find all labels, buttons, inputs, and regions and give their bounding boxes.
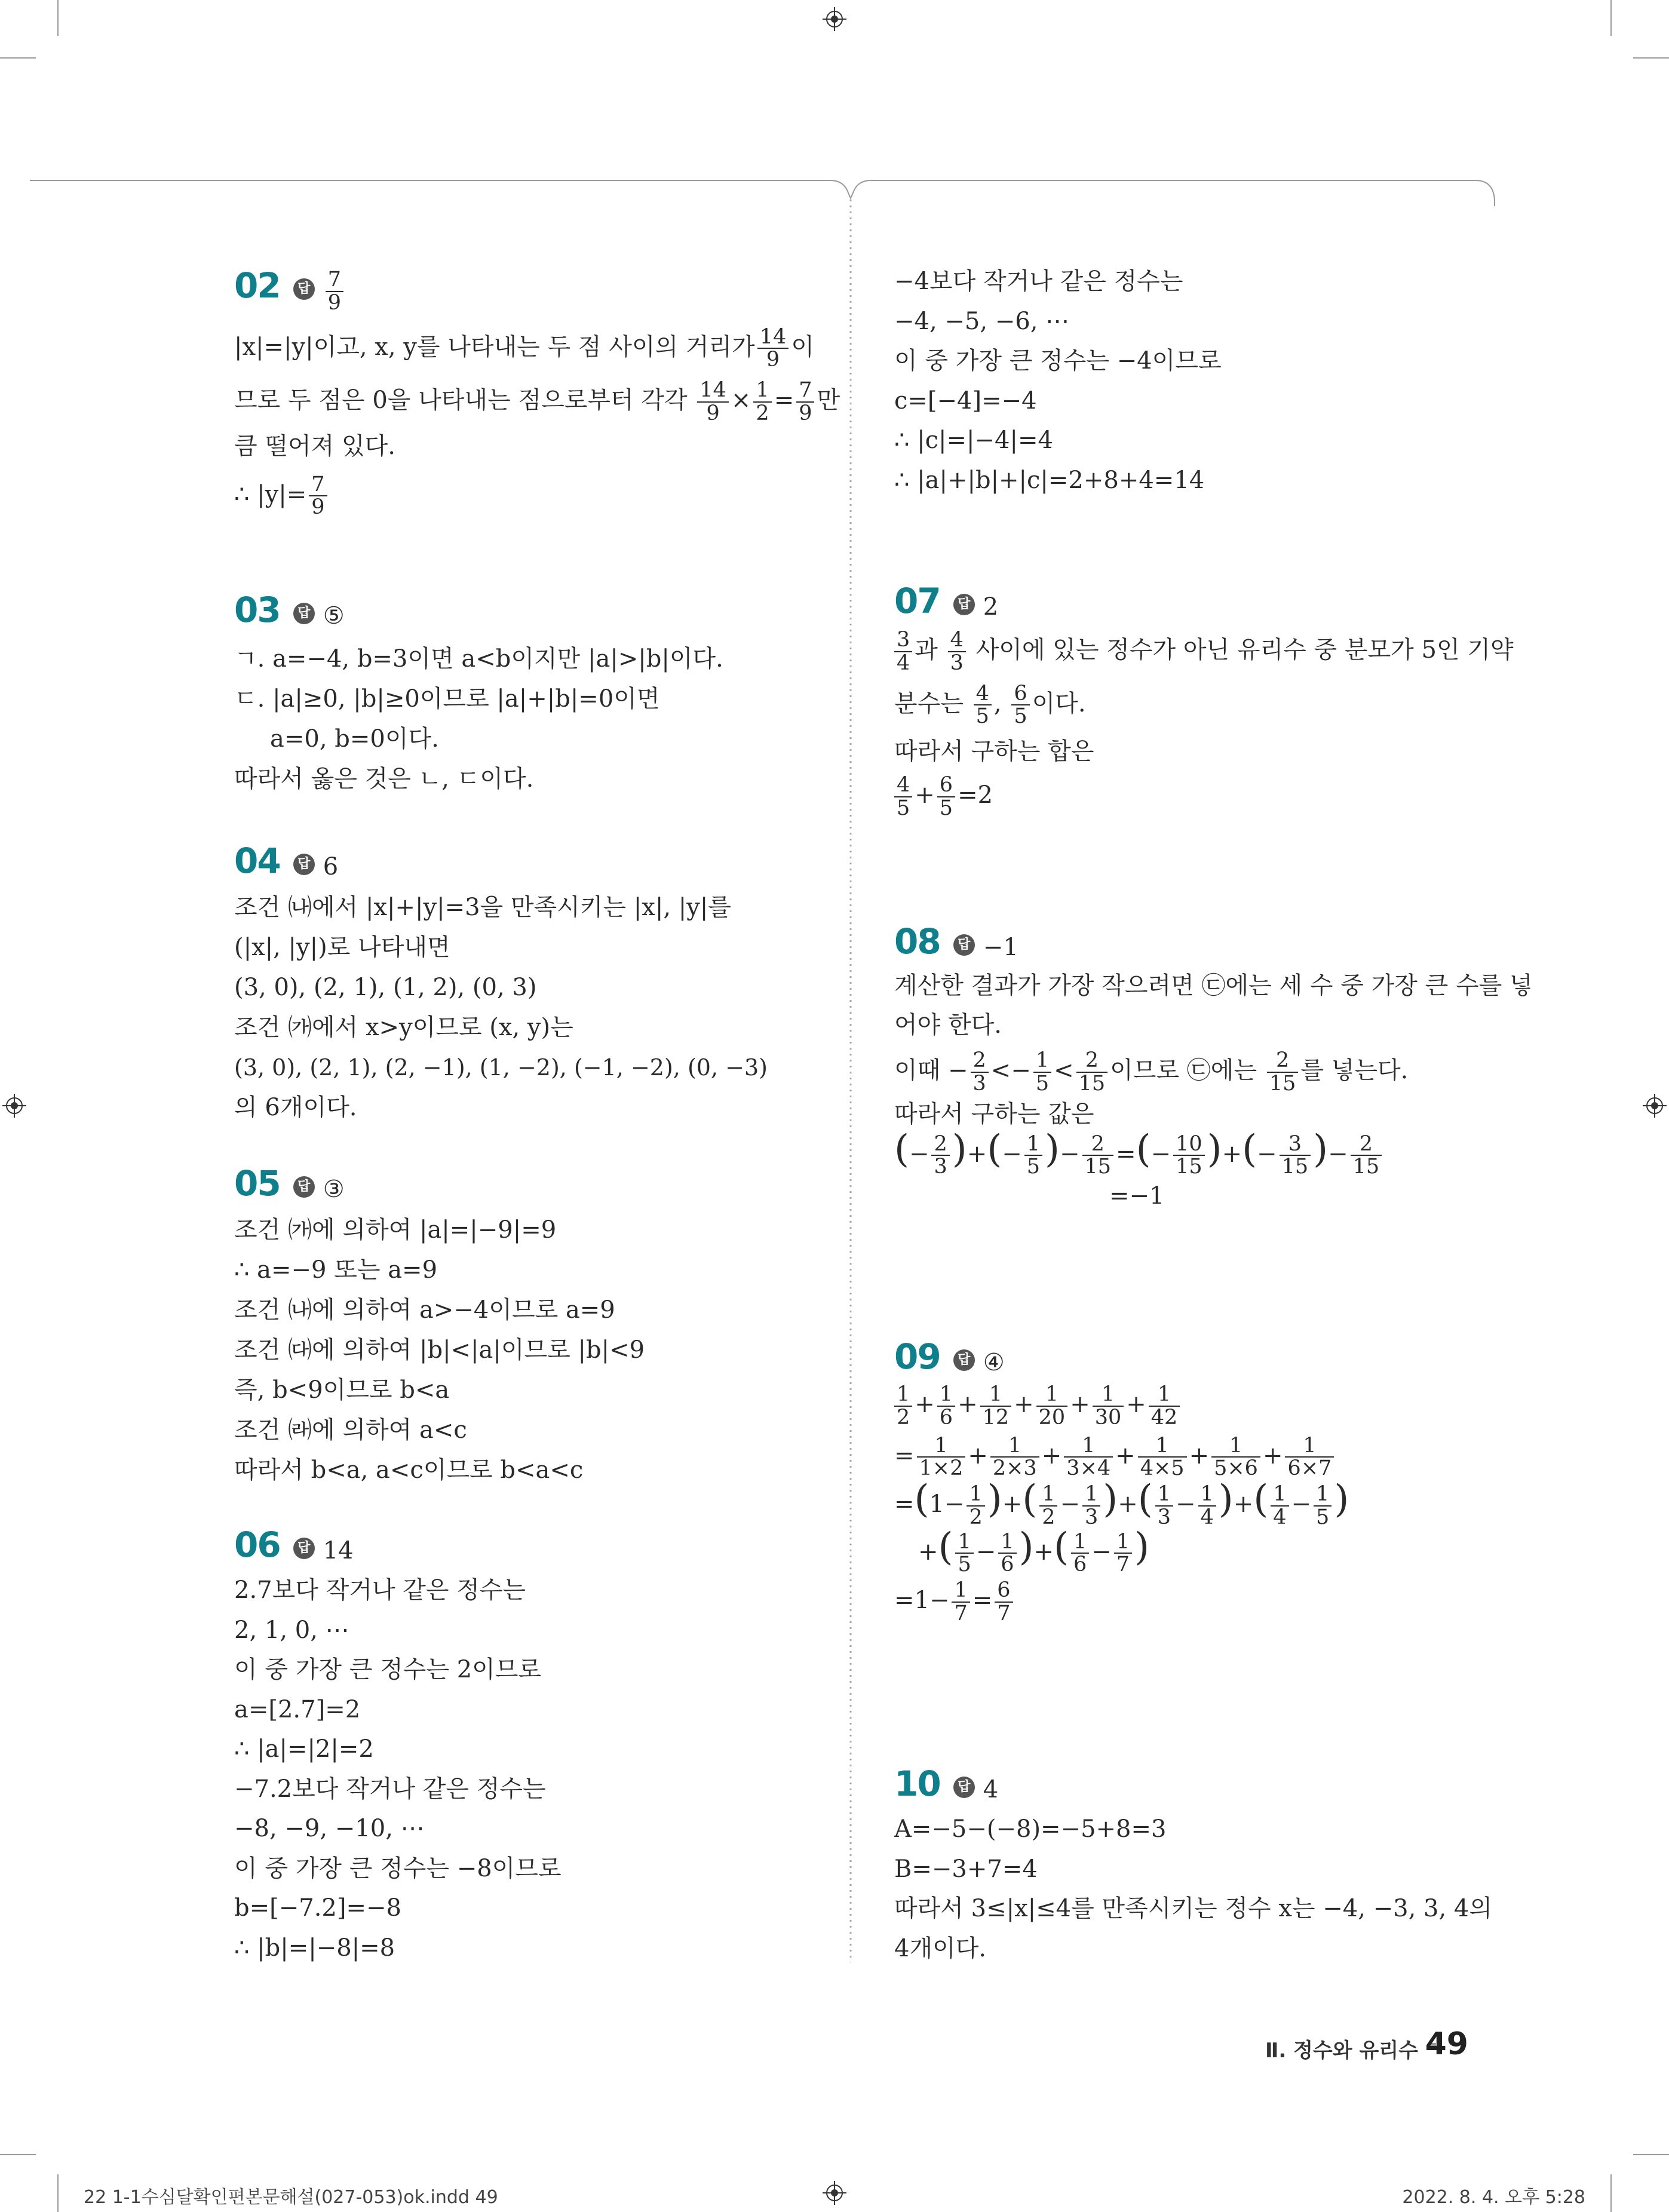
text-line: 따라서 3≤|x|≤4를 만족시키는 정수 x는 −4, −3, 3, 4의 [894,1895,1493,1922]
problem-number: 06 [234,1524,280,1565]
answer-value: 6 [323,853,339,880]
text-line: ∴ |a|=|2|=2 [234,1735,374,1763]
text-line: A=−5−(−8)=−5+8=3 [894,1815,1167,1843]
text-line: −4보다 작거나 같은 정수는 [894,268,1183,295]
problem-06 [234,1526,562,1968]
text-line: 2, 1, 0, ⋯ [234,1616,349,1644]
text-line: 따라서 구하는 값은 [894,1100,1094,1128]
text-line: 조건 ㈏에 의하여 a>−4이므로 a=9 [234,1296,615,1324]
problem-07: 07 답 2 $\frac{3}{4}$ 과 $\frac{4}{3}$ 사이에 있는 정수가 아닌 유리수 중 분모가 5인 기약 분수는 $\frac{4}{5}$ , $\frac{6}{5}$ 이다. 따라서 구하는 합은 $\frac{4}{5}$ + $\frac{6}{5}$ =2 [894,581,1514,820]
crop-mark [0,2154,36,2155]
problem-09 [894,1338,1349,1625]
equation-result: =−1 [1109,1182,1165,1210]
answer-value: 4 [983,1776,999,1803]
equation: =(1− $\frac{1}{2}$ )+( $\frac{1}{2}$ − $\frac{1}{3}$ )+( $\frac{1}{3}$ − $\frac{1}{4}$ )+( $\frac{1}{4}$ − $\frac{1}{5}$ ) [894,1477,1349,1529]
answer-badge-icon: 답 [293,1538,315,1559]
print-slug-date: 2022. 8. 4. 오후 5:28 [1402,2187,1585,2208]
answer-value: ⑤ [323,602,345,630]
text-line: 따라서 b<a, a<c이므로 b<a<c [234,1456,584,1484]
answer-value: −1 [983,934,1018,961]
text-line: 이 중 가장 큰 정수는 2이므로 [234,1656,542,1683]
answer-badge-icon: 답 [293,1176,315,1198]
problem-06-continued [894,262,1222,500]
equation: (− $\frac{2}{3}$ )+(− $\frac{1}{5}$ )− $\frac{2}{15}$ =(− $\frac{10}{15}$ )+(− $\frac{3}{15}$ )− $\frac{2}{15}$ [894,1133,1533,1179]
text-line: −8, −9, −10, ⋯ [234,1815,425,1842]
text-line: 어야 한다. [894,1011,1002,1039]
answer-value: 2 [983,593,999,621]
text-line: 이 중 가장 큰 정수는 −8이므로 [234,1854,562,1882]
answer-value: 14 [323,1537,354,1564]
text-line: ㄱ. a=−4, b=3이면 a<b이지만 |a|>|b|이다. [234,645,723,673]
text-line: b=[−7.2]=−8 [234,1894,401,1922]
crop-mark [1633,2154,1669,2155]
text-line: 계산한 결과가 가장 작으려면 ㉢에는 세 수 중 가장 큰 수를 넣 [894,972,1533,999]
problem-05 [234,1165,645,1490]
registration-mark-icon [823,2181,846,2205]
problem-number: 02 [234,265,280,306]
answer-badge-icon: 답 [953,934,975,956]
problem-number: 04 [234,840,280,881]
problem-08: 08 답 −1 계산한 결과가 가장 작으려면 ㉢에는 세 수 중 가장 큰 수를 넣 어야 한다. 이때 − $\frac{2}{3}$ <− $\frac{1}{5}$ < $\frac{2}{15}$ 이므로 ㉢에는 $\frac{2}{15}$ 를 넣는다. 따라서 구하는 값은 (− $\frac{2}{3}$ )+(− $\frac{1}{5}$ )− $\frac{2}{15}$ =(− $\frac{10}{15}$ )+(− $\frac{3}{15}$ )− $\frac{2}{15}$ =−1 [894,923,1533,1211]
problem-number: 03 [234,590,280,630]
problem-number: 05 [234,1163,280,1204]
crop-mark [57,2174,59,2212]
fraction: $\frac{14}{9}$ [757,326,789,372]
text-line: 조건 ㈎에 의하여 |a|=|−9|=9 [234,1216,557,1244]
answer-badge-icon: 답 [953,1777,975,1798]
text-line: c=[−4]=−4 [894,386,1037,415]
section-title: Ⅱ. 정수와 유리수 [1265,2039,1418,2063]
equation: =1− $\frac{1}{7}$ = $\frac{6}{7}$ [894,1579,1349,1625]
text-line: 따라서 옳은 것은 ㄴ, ㄷ이다. [234,765,534,793]
answer-badge-icon: 답 [953,594,975,615]
text-line: 2.7보다 작거나 같은 정수는 [234,1576,526,1604]
answer-badge-icon: 답 [293,603,315,624]
text-line: 조건 ㈑에 의하여 a<c [234,1416,467,1444]
problem-number: 10 [894,1763,940,1804]
text-line: 4개이다. [894,1934,987,1962]
text-line: a=0, b=0이다. [270,725,439,753]
text-line: B=−3+7=4 [894,1855,1038,1883]
text-line: 조건 ㈏에서 |x|+|y|=3을 만족시키는 |x|, |y|를 [234,894,731,921]
text-line: (|x|, |y|)로 나타내면 [234,934,450,961]
print-slug-file: 22 1-1수심달확인편본문해설(027-053)ok.indd 49 [84,2187,498,2208]
answer-value: ④ [983,1349,1005,1376]
text-line: 즉, b<9이므로 b<a [234,1376,450,1404]
problem-number: 08 [894,921,940,962]
text-line: 조건 ㈐에 의하여 |b|<|a|이므로 |b|<9 [234,1336,645,1364]
problem-04 [234,842,768,1128]
text-line: |x|=|y|이고, x, y를 나타내는 두 점 사이의 거리가 [234,333,755,361]
text-line: ∴ |c|=|−4|=4 [894,427,1053,454]
page-number: 49 [1425,2026,1468,2062]
equation: +( $\frac{1}{5}$ − $\frac{1}{6}$ )+( $\frac{1}{6}$ − $\frac{1}{7}$ ) [918,1524,1150,1577]
problem-03 [234,591,723,799]
answer-value: ③ [323,1176,345,1203]
text-line: 조건 ㈎에서 x>y이므로 (x, y)는 [234,1014,573,1041]
text-line: ∴ a=−9 또는 a=9 [234,1256,438,1284]
text-line: ∴ |y|= [234,480,307,508]
problem-number: 09 [894,1336,940,1377]
text-line: 의 6개이다. [234,1094,357,1121]
crop-mark [1610,2174,1612,2212]
text-line: ∴ |a|+|b|+|c|=2+8+4=14 [894,466,1205,494]
answer-fraction: $\frac{7}{9}$ [326,269,343,314]
text-line: ㄷ. |a|≥0, |b|≥0이므로 |a|+|b|=0이면 [234,685,660,713]
text-line: (3, 0), (2, 1), (1, 2), (0, 3) [234,974,537,1001]
text-line: (3, 0), (2, 1), (2, −1), (1, −2), (−1, −2), (0, −3) [234,1054,768,1081]
equation: = $\frac{1}{1\times 2}$ + $\frac{1}{2\times 3}$ + $\frac{1}{3\times 4}$ + $\frac{1}{4\times 5}$ + $\frac{1}{5\times 6}$ + $\frac{1}{6\times 7}$ [894,1435,1349,1480]
answer-badge-icon: 답 [293,278,315,300]
problem-10 [894,1765,1492,1968]
problem-02: 02 답 $\frac{7}{9}$ |x|=|y|이고, x, y를 나타내는 두 점 사이의 거리가 $\frac{14}{9}$ 이 므로 두 점은 0을 나타내는 점으로부터 각각 $\frac{14}{9}$ × $\frac{1}{2}$ = $\frac{7}{9}$ 만 큼 떨어져 있다. ∴ |y|= $\frac{7}{9}$ [234,265,840,520]
equation: $\frac{1}{2}$ + $\frac{1}{6}$ + $\frac{1}{12}$ + $\frac{1}{20}$ + $\frac{1}{30}$ + $\frac{1}{42}$ [894,1383,1349,1429]
text-line: 따라서 구하는 합은 [894,738,1094,765]
answer-badge-icon: 답 [953,1349,975,1371]
text-line: 큼 떨어져 있다. [234,432,395,460]
text-line: −7.2보다 작거나 같은 정수는 [234,1775,546,1803]
text-line: −4, −5, −6, ⋯ [894,307,1070,335]
problem-number: 07 [894,581,940,621]
text-line: a=[2.7]=2 [234,1695,361,1723]
text-line: 므로 두 점은 0을 나타내는 점으로부터 각각 [234,386,688,414]
text-line: 이 중 가장 큰 정수는 −4이므로 [894,347,1222,375]
text-line: 사이에 있는 정수가 아닌 유리수 중 분모가 5인 기약 [975,636,1514,664]
answer-badge-icon: 답 [293,854,315,875]
text-line: ∴ |b|=|−8|=8 [234,1934,395,1962]
